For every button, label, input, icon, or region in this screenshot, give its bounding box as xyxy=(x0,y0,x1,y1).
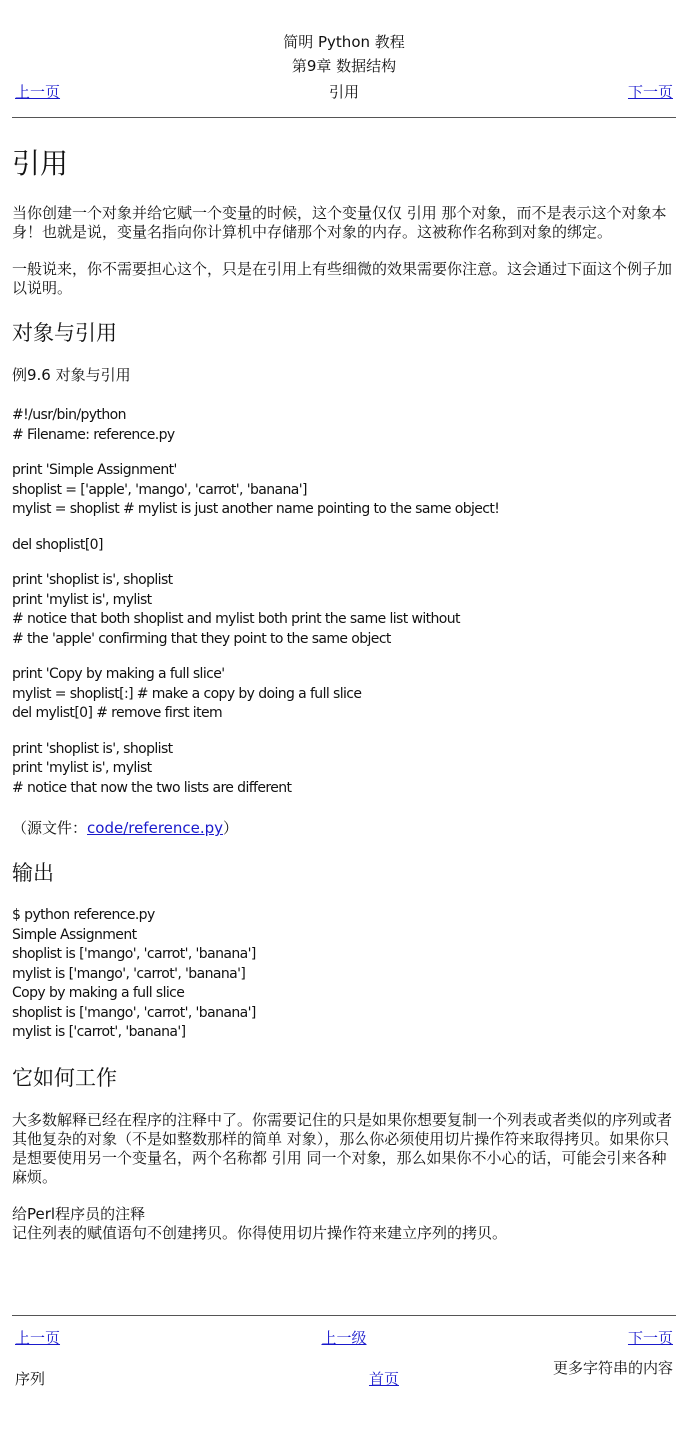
code-line: # Filename: reference.py xyxy=(12,426,175,443)
footer-home-link[interactable]: 首页 xyxy=(368,1370,399,1388)
intro-paragraph: 当你创建一个对象并给它赋一个变量的时候，这个变量仅仅 引用 那个对象，而不是表示这个对象本身！也就是说，变量名指向你计算机中存储那个对象的内存。这被称作名称到对象的绑定。 xyxy=(12,204,667,241)
output-line: shoplist is ['mango', 'carrot', 'banana'] xyxy=(12,946,256,962)
output-line: Copy by making a full slice xyxy=(12,985,185,1001)
how-it-works-paragraph: 大多数解释已经在程序的注释中了。你需要记住的只是如果你想要复制一个列表或者类似的序列或者其他复杂的对象（不是如整数那样的简单 对象），那么你必须使用切片操作符来取得拷贝。如果你只是想要使用另一个变量名，两个名称都 引用 同一个对象，那么如果你不小心的话，可能会引来各种麻烦。 xyxy=(12,1110,673,1186)
source-file-line xyxy=(12,818,676,838)
top-divider xyxy=(12,117,676,118)
source-file-link[interactable]: code/reference.py xyxy=(87,819,224,837)
output-listing xyxy=(12,906,676,1043)
section-output-title: 输出 xyxy=(12,861,54,885)
footer-prev-title: 序列 xyxy=(15,1370,46,1388)
code-listing xyxy=(12,406,676,798)
output-line: shoplist is ['mango', 'carrot', 'banana'] xyxy=(12,1004,256,1021)
output-line: $ python reference.py xyxy=(12,907,155,923)
prev-page-link[interactable]: 上一页 xyxy=(15,82,61,101)
output-line: mylist is ['mango', 'carrot', 'banana'] xyxy=(12,965,246,982)
top-navigation xyxy=(12,0,676,118)
source-prefix: （源文件： xyxy=(12,819,88,837)
bottom-navigation xyxy=(12,1315,676,1389)
perl-note-title: 给Perl程序员的注释 xyxy=(12,1204,146,1223)
chapter-title: 第9章 数据结构 xyxy=(291,57,397,75)
code-line: # notice that both shoplist and mylist both print the same list without xyxy=(12,611,460,627)
code-line: print 'Copy by making a full slice' xyxy=(12,666,225,682)
code-line: shoplist = ['apple', 'mango', 'carrot', 'banana'] xyxy=(12,481,307,498)
source-suffix: ） xyxy=(223,819,239,837)
code-line: print 'mylist is', mylist xyxy=(12,591,152,608)
page-title: 引用 xyxy=(12,147,69,180)
code-line: print 'Simple Assignment' xyxy=(12,462,177,478)
code-line: mylist = shoplist # mylist is just another name pointing to the same object! xyxy=(12,501,500,517)
top-nav-row xyxy=(12,78,676,104)
code-line: # the 'apple' confirming that they point to the same object xyxy=(12,630,391,647)
footer-up-level-link[interactable]: 上一级 xyxy=(321,1328,367,1347)
output-line: mylist is ['carrot', 'banana'] xyxy=(12,1024,186,1040)
footer-next-title: 更多字符串的内容 xyxy=(553,1359,674,1377)
example-title: 例9.6 对象与引用 xyxy=(12,366,131,384)
bottom-nav-titles-row xyxy=(12,1358,676,1389)
code-line: #!/usr/bin/python xyxy=(12,407,126,423)
code-block xyxy=(12,461,676,520)
output-line: Simple Assignment xyxy=(12,926,137,943)
footer-prev-page-link[interactable]: 上一页 xyxy=(15,1328,61,1347)
code-block xyxy=(12,536,676,556)
code-line: print 'shoplist is', shoplist xyxy=(12,572,173,588)
code-block xyxy=(12,665,676,724)
code-line: mylist = shoplist[:] # make a copy by doing a full slice xyxy=(12,685,362,702)
code-line: del shoplist[0] xyxy=(12,536,103,553)
explanation-paragraph: 一般说来，你不需要担心这个，只是在引用上有些细微的效果需要你注意。这会通过下面这个例子加以说明。 xyxy=(12,260,673,297)
code-line: del mylist[0] # remove first item xyxy=(12,705,223,721)
next-page-link[interactable]: 下一页 xyxy=(627,82,673,101)
current-section-label: 引用 xyxy=(328,82,359,101)
code-line: # notice that now the two lists are different xyxy=(12,779,292,796)
perl-note-text: 记住列表的赋值语句不创建拷贝。你得使用切片操作符来建立序列的拷贝。 xyxy=(12,1223,508,1242)
footer-next-page-link[interactable]: 下一页 xyxy=(627,1328,673,1347)
code-block xyxy=(12,740,676,799)
section-objects-references-title: 对象与引用 xyxy=(12,321,117,345)
book-title: 简明 Python 教程 xyxy=(283,33,405,51)
code-line: print 'shoplist is', shoplist xyxy=(12,740,173,757)
code-line: print 'mylist is', mylist xyxy=(12,760,152,776)
code-block xyxy=(12,406,676,445)
bottom-nav-links-row xyxy=(12,1316,676,1358)
section-how-it-works-title: 它如何工作 xyxy=(12,1065,117,1090)
code-block xyxy=(12,571,676,649)
